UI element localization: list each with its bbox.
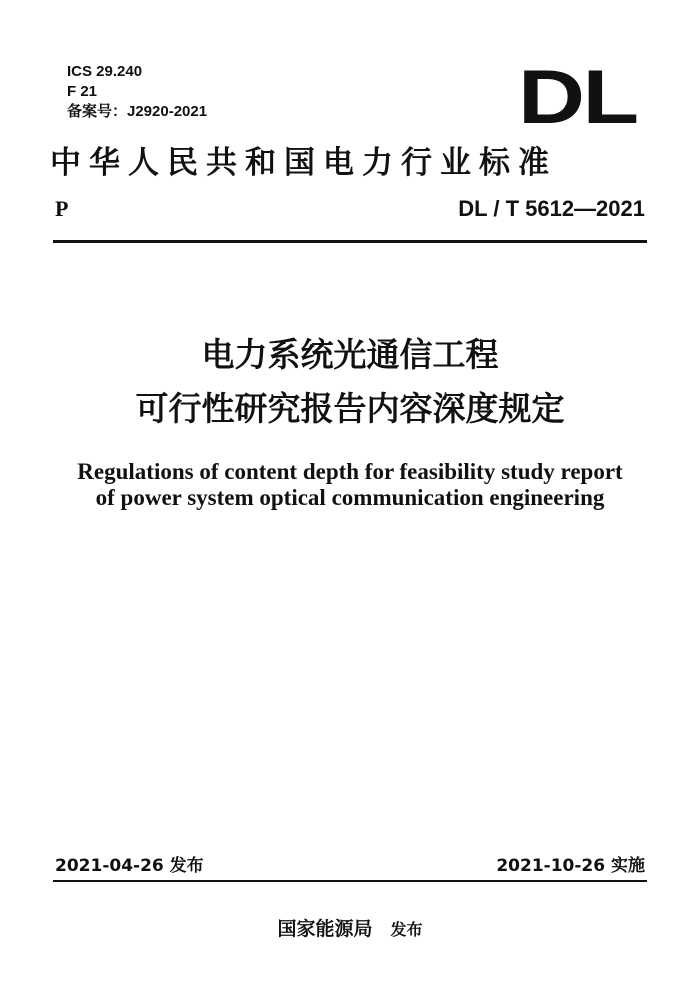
dl-logo: DL xyxy=(518,55,637,140)
top-divider xyxy=(53,240,647,243)
filing-number: 备案号：J2920-2021 xyxy=(67,103,208,120)
publisher-action: 发布 xyxy=(390,920,423,939)
ics-code: ICS 29.240 xyxy=(67,63,143,80)
document-metadata xyxy=(67,62,207,122)
standard-type-title: 中华人民共和国电力行业标准 xyxy=(50,145,557,181)
chinese-title-line-2: 可行性研究报告内容深度规定 xyxy=(135,389,565,428)
publisher xyxy=(0,914,700,941)
issue-date: 2021-04-26 发布 xyxy=(55,856,204,876)
standard-number: DL / T 5612—2021 xyxy=(458,196,645,221)
english-title-line-1: Regulations of content depth for feasibility study report xyxy=(77,459,623,484)
category-code: P xyxy=(55,196,69,221)
english-title-line-2: of power system optical communication engineering xyxy=(95,485,605,510)
implementation-date: 2021-10-26 实施 xyxy=(496,856,645,876)
bottom-divider xyxy=(53,880,647,882)
chinese-title-line-1: 电力系统光通信工程 xyxy=(201,335,499,374)
publisher-name: 国家能源局 xyxy=(277,918,373,940)
classification-code: F 21 xyxy=(67,83,98,100)
